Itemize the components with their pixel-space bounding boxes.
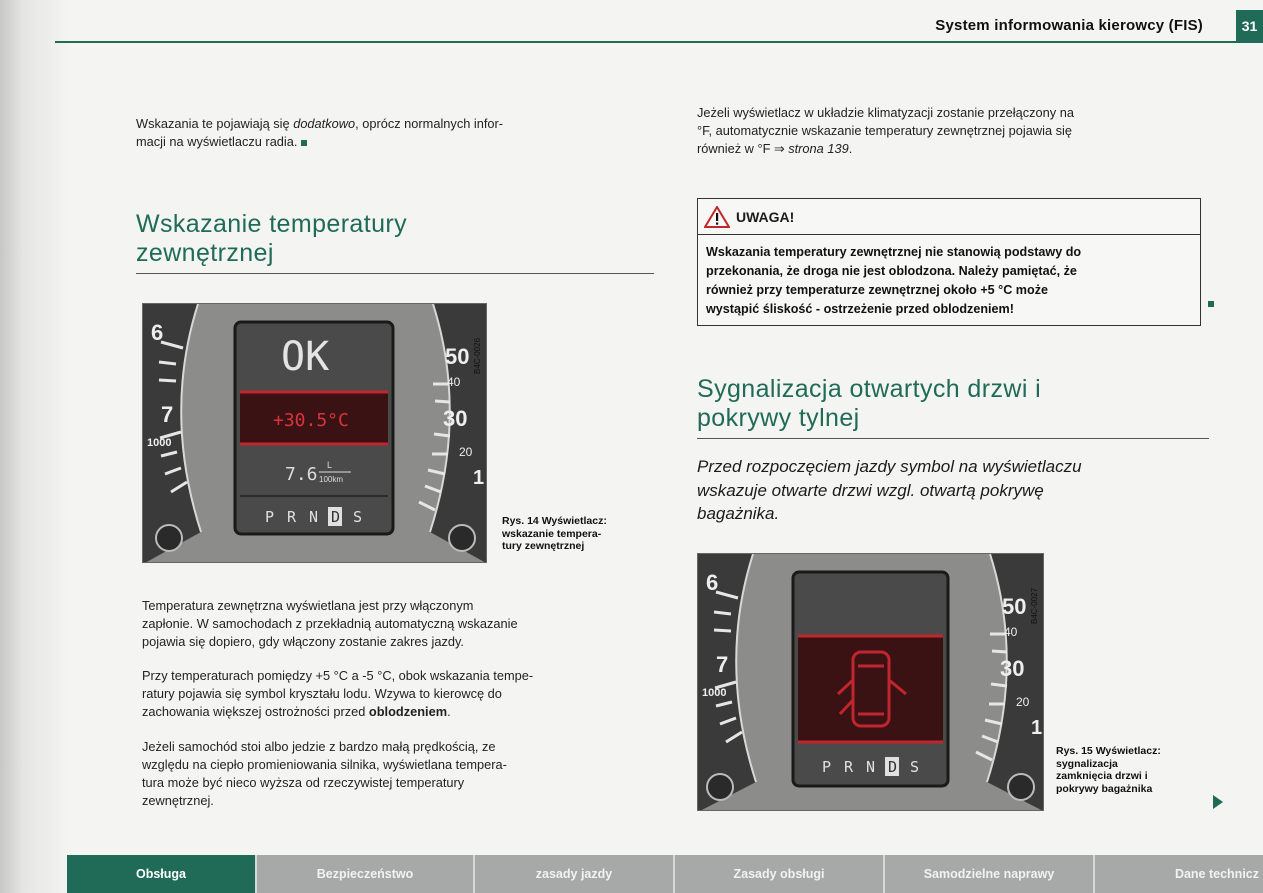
section-title-temperature <box>136 210 407 268</box>
figure-15-cluster <box>697 553 1044 811</box>
next-page-arrow-icon[interactable] <box>1213 795 1223 809</box>
tab-bezpieczenstwo[interactable]: Bezpieczeństwo <box>257 855 475 893</box>
tick-label: 1 <box>1031 717 1043 739</box>
tick-label: 6 <box>151 320 164 345</box>
display-unit-top: L <box>327 460 333 470</box>
tick-label: 20 <box>459 445 473 459</box>
tick-label: 20 <box>1016 695 1030 709</box>
text-span: zachowania większej ostrożności przed <box>142 704 369 719</box>
gear-s: S <box>353 508 363 526</box>
intro-text-2: , oprócz normalnych infor- <box>355 116 504 131</box>
text-line: zapłonie. W samochodach z przekładnią automatyczną wskazanie <box>142 616 518 631</box>
display-unit-bottom: 100km <box>319 475 344 484</box>
tick-label: 1000 <box>147 437 172 449</box>
caption-line: wskazanie tempera- <box>502 527 602 540</box>
tab-zasady-obslugi[interactable]: Zasady obsługi <box>675 855 885 893</box>
text-line: ratury pojawia się symbol kryształu lodu. Wzywa to kierowcę do <box>142 686 502 701</box>
gear-p: P <box>822 758 832 776</box>
display-status-text: OK <box>281 334 330 380</box>
lead-paragraph <box>697 455 1207 526</box>
warning-box <box>697 198 1201 326</box>
end-marker-icon <box>1208 301 1214 307</box>
tab-obsluga[interactable]: Obsługa <box>67 855 257 893</box>
chapter-tabs <box>67 855 1263 893</box>
text-line: zewnętrznej. <box>142 793 214 808</box>
bold-term: oblodzeniem <box>368 704 448 719</box>
section-title-line: zewnętrznej <box>136 239 274 267</box>
running-header: System informowania kierowcy (FIS) <box>935 17 1203 34</box>
text-line: Temperatura zewnętrzna wyświetlana jest przy włączonym <box>142 598 474 613</box>
gear-r: R <box>844 758 854 776</box>
text-line: również przy temperaturze zewnętrznej około +5 °C może <box>706 283 1048 297</box>
text-line: przekonania, że droga nie jest oblodzona. Należy pamiętać, że <box>706 264 1077 278</box>
text-line: wystąpić śliskość - ostrzeżenie przed oblodzeniem! <box>706 302 1014 316</box>
tick-label: 1000 <box>702 687 727 699</box>
gear-p: P <box>265 508 275 526</box>
tab-samodzielne-naprawy[interactable]: Samodzielne naprawy <box>885 855 1095 893</box>
caption-line: pokrywy bagażnika <box>1056 782 1153 795</box>
tick-label: 1 <box>473 467 485 489</box>
text-line: °F, automatycznie wskazanie temperatury zewnętrznej pojawia się <box>697 123 1072 138</box>
section-title-doors <box>697 375 1041 433</box>
warning-title: UWAGA! <box>736 208 795 225</box>
section-rule <box>136 273 654 274</box>
end-marker-icon <box>301 140 307 146</box>
caption-line: Rys. 15 Wyświetlacz: <box>1056 745 1161 757</box>
figure-code: B4C-0026 <box>473 337 482 374</box>
warning-triangle-icon <box>704 206 730 228</box>
section-rule <box>697 438 1209 439</box>
text-line <box>697 140 1217 158</box>
caption-line: zamknięcia drzwi i <box>1056 770 1148 782</box>
text-line: Jeżeli wyświetlacz w układzie klimatyzacji zostanie przełączony na <box>697 105 1074 120</box>
paragraph-engine-heat <box>142 738 662 810</box>
text-line: tura może być nieco wyższa od rzeczywistej temperatury <box>142 775 465 790</box>
text-line <box>142 703 662 721</box>
intro-text-3: macji na wyświetlaczu radia. <box>136 134 298 149</box>
text-line: wskazuje otwarte drzwi wzgl. otwartą pokrywę <box>697 480 1044 500</box>
figure-15-caption <box>1056 745 1206 795</box>
section-title-line: pokrywy tylnej <box>697 404 860 432</box>
tick-label: 30 <box>443 406 468 431</box>
page-number: 31 <box>1236 10 1263 41</box>
intro-emphasis: dodatkowo <box>293 116 356 131</box>
tick-label: 6 <box>706 570 719 595</box>
page-reference: strona 139 <box>788 141 849 156</box>
caption-line: tury zewnętrznej <box>502 540 585 552</box>
gear-d: D <box>331 508 341 526</box>
display-temperature: +30.5°C <box>273 410 349 431</box>
paragraph-display <box>142 597 662 651</box>
text-line: Wskazania temperatury zewnętrznej nie stanowią podstawy do <box>706 245 1082 259</box>
text-line: pojawia się dopiero, gdy włączony zostanie zakres jazdy. <box>142 634 464 649</box>
tick-label: 40 <box>447 375 461 389</box>
section-title-line: Sygnalizacja otwartych drzwi i <box>697 375 1042 403</box>
caption-line: sygnalizacja <box>1056 757 1118 770</box>
text-line: Jeżeli samochód stoi albo jedzie z bardzo małą prędkością, ze <box>142 739 496 754</box>
paragraph-fahrenheit <box>697 104 1217 158</box>
gear-n: N <box>309 508 319 526</box>
section-title-line: Wskazanie temperatury <box>136 210 407 238</box>
gear-n: N <box>866 758 876 776</box>
display-consumption: 7.6 <box>285 464 318 485</box>
text-span: . <box>848 141 853 156</box>
warning-text <box>698 235 1200 327</box>
page-spine-shadow <box>0 0 70 893</box>
text-span: również w °F ⇒ <box>697 141 789 156</box>
warning-header <box>698 199 1200 235</box>
figure-code: B4C-0027 <box>1030 587 1039 624</box>
tab-dane-techniczne[interactable]: Dane technicz <box>1174 867 1259 881</box>
tick-label: 40 <box>1004 625 1018 639</box>
gear-s: S <box>910 758 920 776</box>
text-line: Przed rozpoczęciem jazdy symbol na wyświetlaczu <box>697 457 1082 476</box>
intro-text-1: Wskazania te pojawiają się <box>136 116 294 131</box>
tick-label: 50 <box>445 344 470 369</box>
text-line: bagażnika. <box>697 504 780 523</box>
text-line: względu na ciepło promieniowania silnika, wyświetlana tempera- <box>142 757 507 772</box>
tick-label: 30 <box>1000 656 1025 681</box>
tick-label: 50 <box>1002 594 1027 619</box>
tick-label: 7 <box>161 402 174 427</box>
text-line: Przy temperaturach pomiędzy +5 °C a -5 °C, obok wskazania tempe- <box>142 668 534 683</box>
caption-line: Rys. 14 Wyświetlacz: <box>502 515 607 527</box>
gear-r: R <box>287 508 297 526</box>
figure-14-cluster <box>142 303 487 563</box>
figure-14-caption <box>502 515 652 553</box>
tab-zasady-jazdy[interactable]: zasady jazdy <box>475 855 675 893</box>
header-rule <box>55 41 1263 43</box>
text-span: . <box>447 704 451 719</box>
tick-label: 7 <box>716 652 729 677</box>
gear-d: D <box>888 758 898 776</box>
intro-paragraph <box>136 115 656 151</box>
paragraph-ice-warning <box>142 667 662 721</box>
